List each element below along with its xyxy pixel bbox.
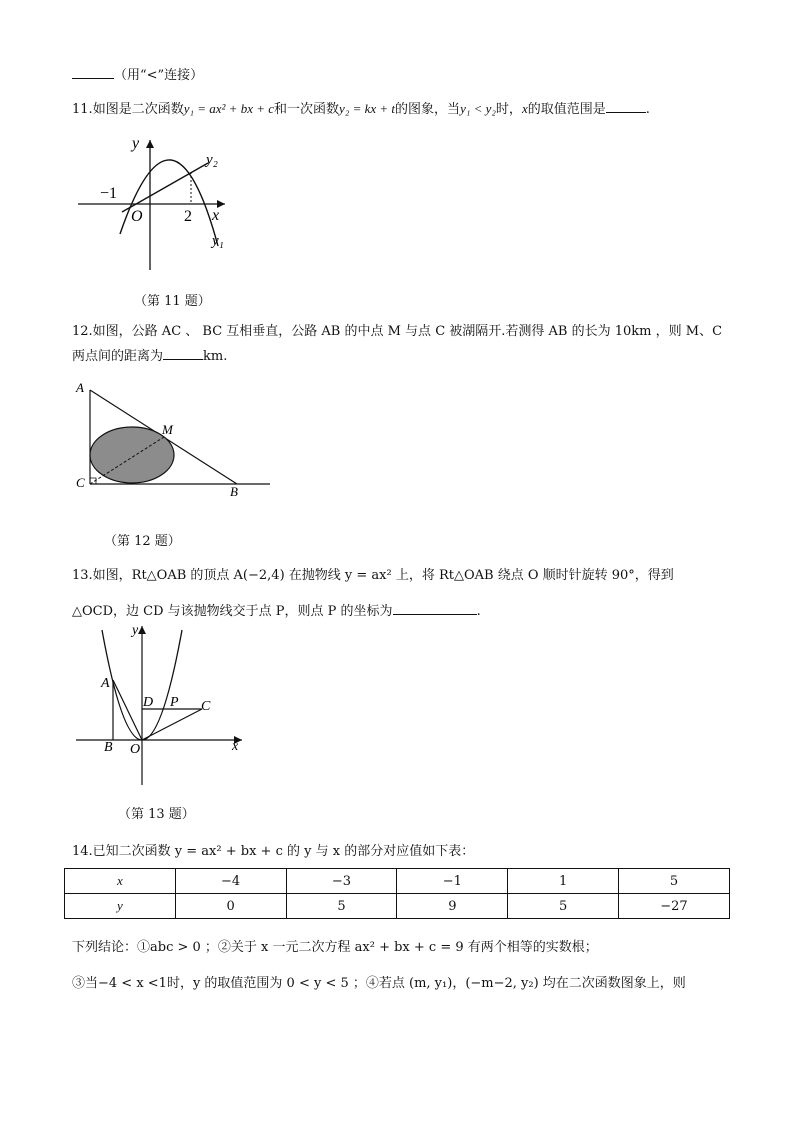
q14-line2: 下列结论：①abc > 0 ；②关于 x 一元二次方程 ax² + bx + c = 9 有两个相等的实数根； xyxy=(72,940,598,955)
table-cell: 9 xyxy=(397,894,508,919)
label-c: C xyxy=(201,699,211,714)
answer-blank xyxy=(393,614,477,615)
segment-oc xyxy=(142,709,202,740)
table-row xyxy=(65,894,730,919)
table-cell: −4 xyxy=(175,869,286,894)
hint-text: （用“<”连接） xyxy=(114,68,204,83)
label-b: B xyxy=(230,484,238,499)
answer-blank xyxy=(163,359,203,360)
origin-label: O xyxy=(131,208,143,225)
table-cell: 0 xyxy=(175,894,286,919)
table-cell: −27 xyxy=(618,894,729,919)
segment-ao xyxy=(113,680,142,740)
q12-line2: 两点间的距离为 km. xyxy=(72,349,228,364)
q11-text: 11.如图是二次函数y₁ = ax² + bx + c和一次函数y₂ = kx + t的图象，当y₁ < y₂时，x的取值范围是 . xyxy=(72,101,650,117)
two-label: 2 xyxy=(184,208,192,225)
q14-line1: 14.已知二次函数 y = ax² + bx + c 的 y 与 x 的部分对应值如下表： xyxy=(72,844,475,859)
label-a: A xyxy=(76,380,84,395)
label-p: P xyxy=(170,695,179,710)
q13-caption: （第 13 题） xyxy=(118,807,195,822)
q12-caption: （第 12 题） xyxy=(104,534,181,549)
table-header-x: x xyxy=(65,869,176,894)
table-row xyxy=(65,869,730,894)
label-c: C xyxy=(76,475,85,490)
table-cell: 1 xyxy=(508,869,619,894)
q10-tail xyxy=(72,64,203,83)
q12-figure xyxy=(72,372,277,500)
table-cell: −1 xyxy=(397,869,508,894)
label-b: B xyxy=(104,740,113,755)
x-label: x xyxy=(232,739,239,754)
neg1-label: −1 xyxy=(100,185,118,202)
table-cell: 5 xyxy=(618,869,729,894)
table-cell: 5 xyxy=(508,894,619,919)
x-label: x xyxy=(212,207,220,224)
table-cell: −3 xyxy=(286,869,397,894)
y1-label: y₁ xyxy=(212,233,224,249)
q13-figure xyxy=(72,620,252,790)
answer-blank xyxy=(606,112,646,113)
y-label: y xyxy=(132,623,139,638)
answer-blank xyxy=(72,78,114,79)
q14-line3: ③当−4 < x <1时，y 的取值范围为 0 < y < 5 ；④若点 (m, y₁)，(−m−2, y₂) 均在二次函数图象上，则 xyxy=(72,976,686,991)
y-label: y xyxy=(132,135,140,152)
q13-line2: △OCD，边 CD 与该抛物线交于点 P，则点 P 的坐标为 . xyxy=(72,604,481,619)
y2-label: y₂ xyxy=(206,152,218,168)
q13-line1: 13.如图，Rt△OAB 的顶点 A(−2,4) 在抛物线 y = ax² 上，将 Rt△OAB 绕点 O 顺时针旋转 90°，得到 xyxy=(72,568,674,583)
label-m: M xyxy=(162,422,173,437)
table-cell: 5 xyxy=(286,894,397,919)
label-o: O xyxy=(130,742,141,757)
table-header-y: y xyxy=(65,894,176,919)
label-d: D xyxy=(143,695,154,710)
q11-caption: （第 11 题） xyxy=(134,294,211,309)
q11-figure xyxy=(70,130,250,275)
parabola-y1 xyxy=(120,160,218,246)
value-table xyxy=(64,868,730,919)
label-a: A xyxy=(101,676,110,691)
q12-line1: 12.如图，公路 AC 、 BC 互相垂直，公路 AB 的中点 M 与点 C 被湖隔开.若测得 AB 的长为 10km ，则 M、C xyxy=(72,324,723,339)
